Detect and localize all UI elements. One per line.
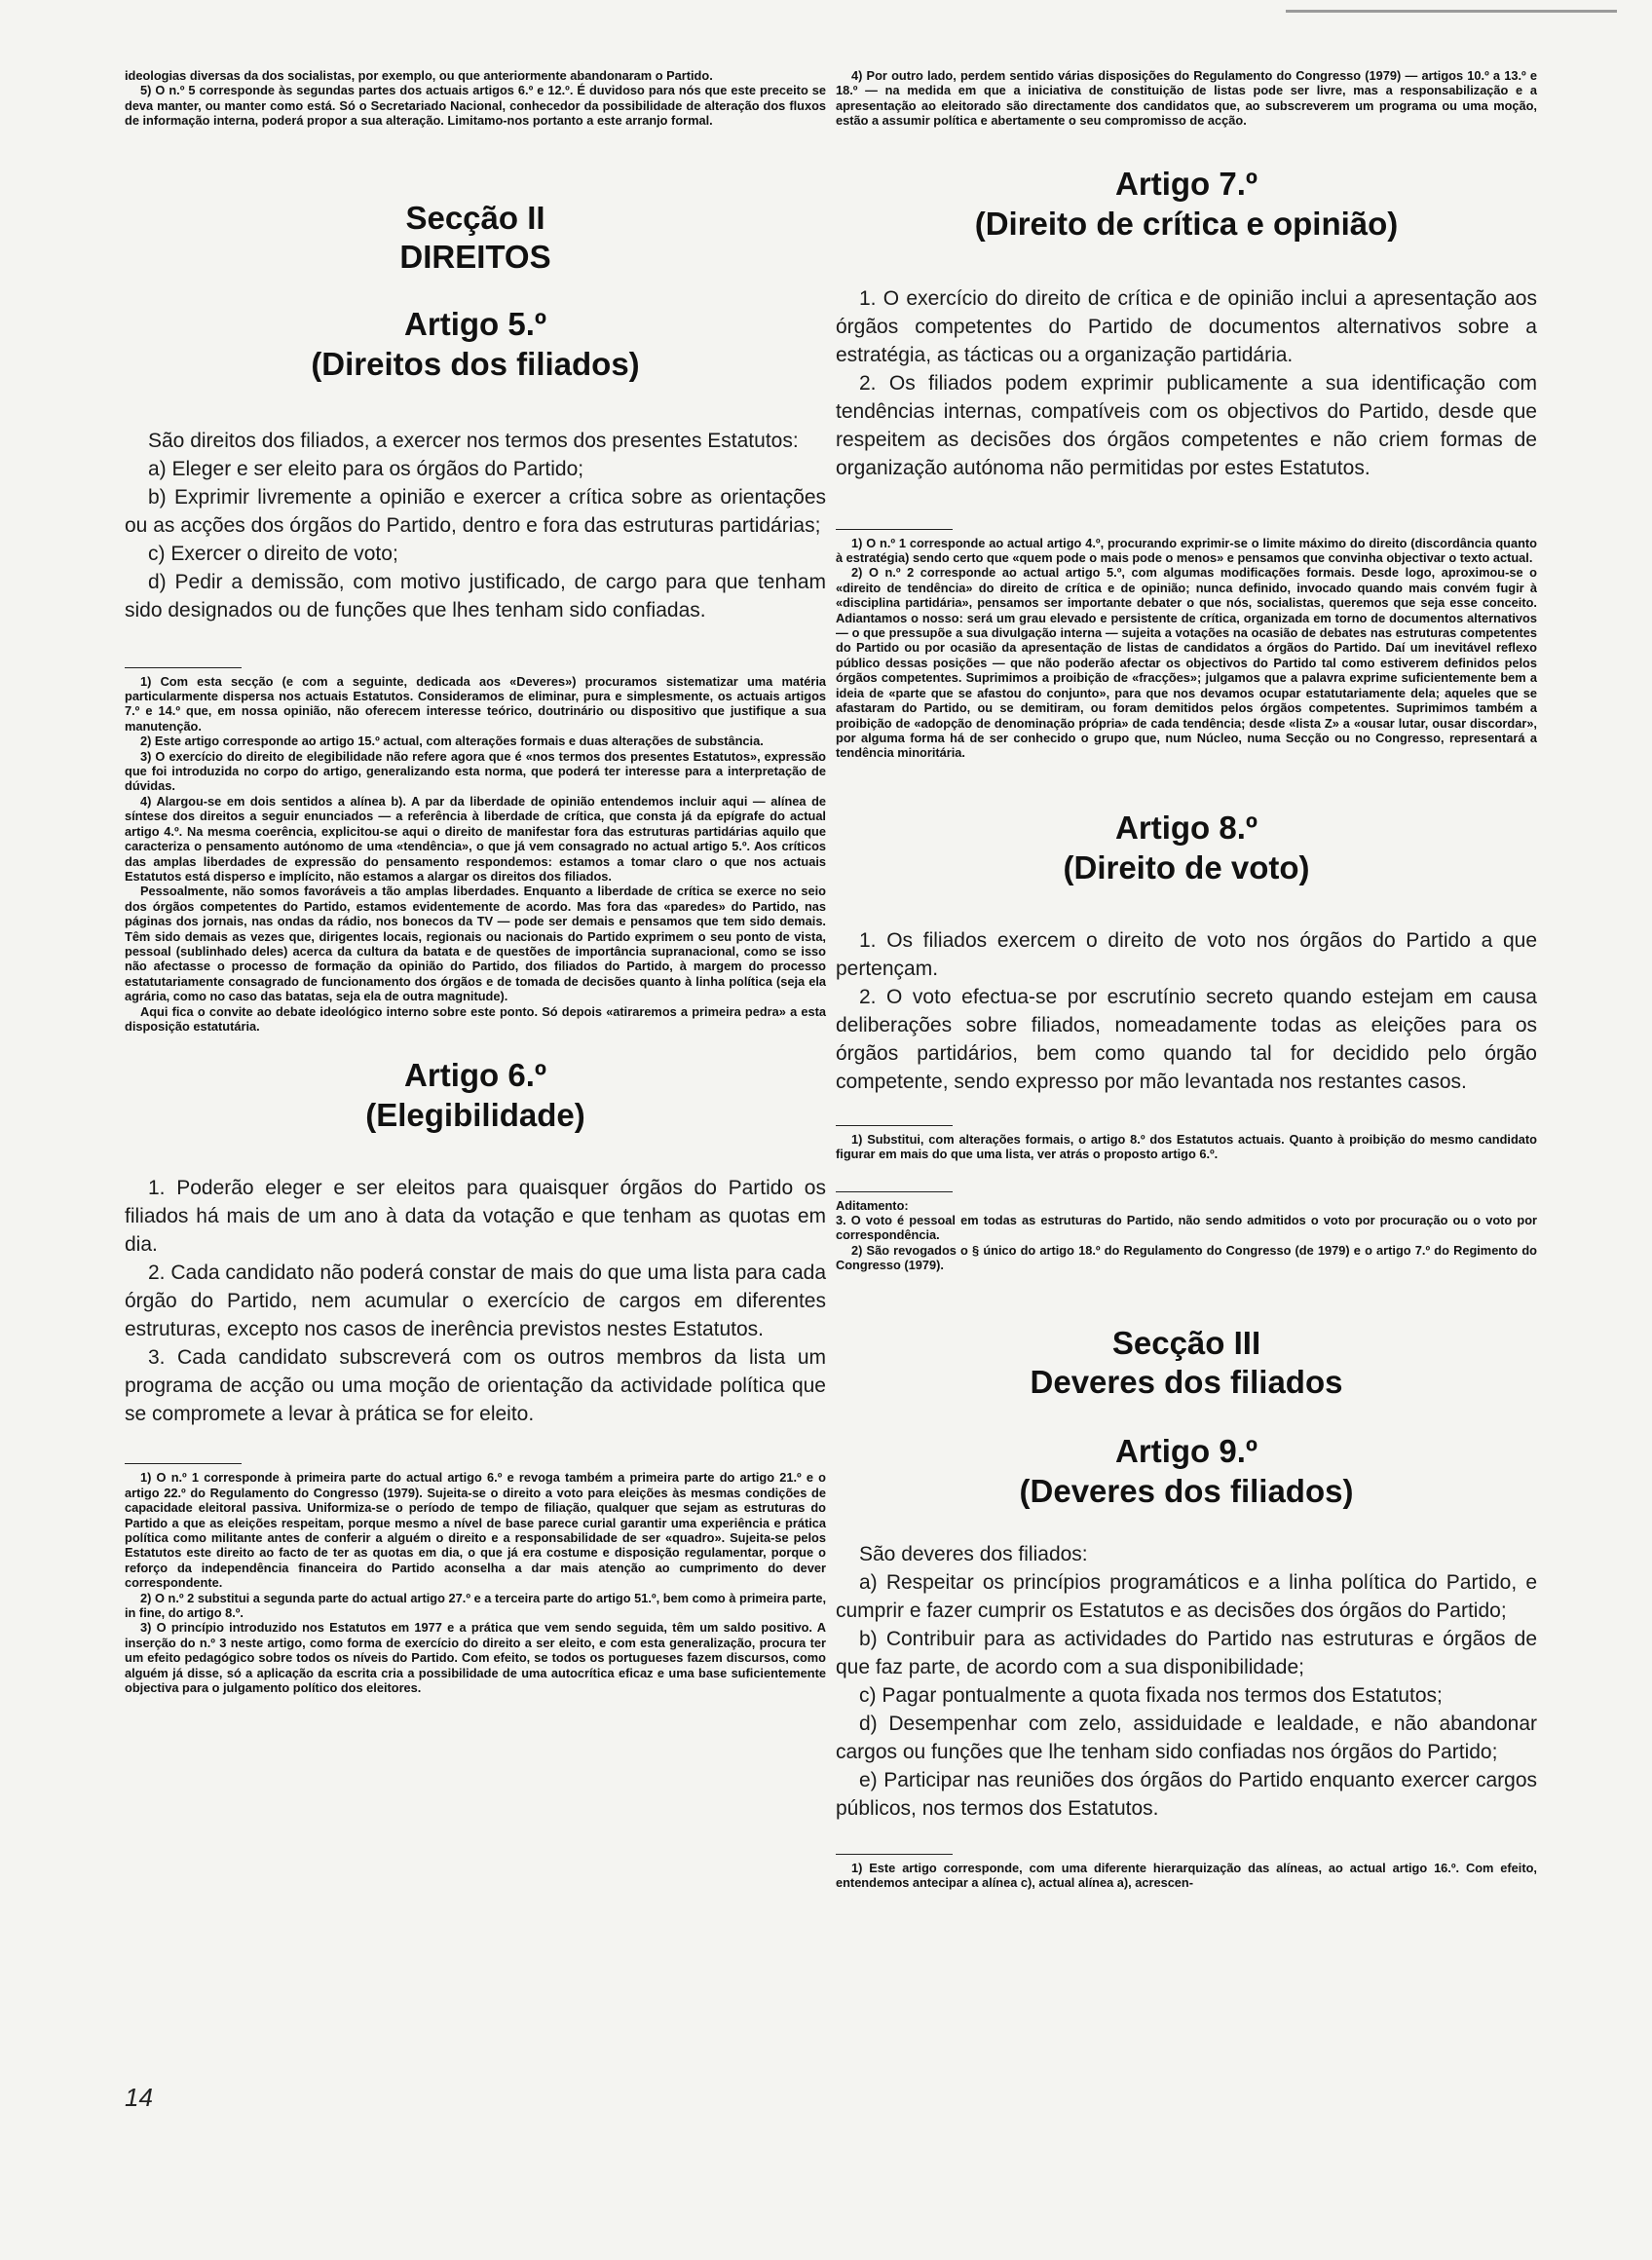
footnote: 1) Com esta secção (e com a seguinte, dedicada aos «Deveres») procuramos sistematizar uma matéria particularmente dispersa nos actuais Estatutos. Consideramos de eliminar, pura e simplesmente, os actuais artigos 7.º e 14.º que, em nossa opinião, não oferecem interesse teórico, doutrinário ou dispositivo que justifique a sua manutenção. <box>125 673 826 734</box>
article-label: Artigo 5.º <box>404 305 546 342</box>
top-footnotes-right <box>836 68 1537 129</box>
footnote: 3) O princípio introduzido nos Estatutos em 1977 e a prática que vem sendo seguida, têm um saldo positivo. A inserção do n.º 3 neste artigo, como forma de exercício do direito a ser eleito, e com esta generalização, procura ter um efeito pedagógico sobre todos os níveis do Partido. Com efeito, se todos os portugueses fazem discursos, como alguém já disse, só a aplicação da escrita cria a possibilidade de uma autocrítica eficaz e uma base suficientemente objectiva para o julgamento político dos eleitores. <box>125 1620 826 1696</box>
paragraph: d) Pedir a demissão, com motivo justificado, de cargo para que tenham sido designados ou de funções que lhes tenham sido confiadas. <box>125 570 826 622</box>
paragraph: a) Eleger e ser eleito para os órgãos do Partido; <box>148 457 584 480</box>
paragraph: 3. Cada candidato subscreverá com os outros membros da lista um programa de acção ou uma moção de orientação da actividade política que se compromete a levar à prática se for eleito. <box>125 1346 826 1426</box>
footnote: 1) O n.º 1 corresponde ao actual artigo 4.º, procurando exprimir-se o limite máximo do direito (discordância quanto à estratégia) sendo certo que «quem pode o mais pode o menos» e pensamos que convinha objectivar o texto actual. <box>836 535 1537 566</box>
section-title: Deveres dos filiados <box>1030 1363 1343 1400</box>
footnote: 2) Este artigo corresponde ao artigo 15.º actual, com alterações formais e duas alterações de substância. <box>140 734 764 749</box>
paragraph: e) Participar nas reuniões dos órgãos do Partido enquanto exercer cargos públicos, nos termos dos Estatutos. <box>836 1768 1537 1820</box>
article-title: (Elegibilidade) <box>365 1097 585 1134</box>
paragraph: a) Respeitar os princípios programáticos e a linha política do Partido, e cumprir e fazer cumprir os Estatutos e as decisões dos órgãos do Partido; <box>836 1570 1537 1622</box>
footnote: 4) Por outro lado, perdem sentido várias disposições do Regulamento do Congresso (1979) — artigos 10.º a 13.º e 18.º — na medida em que a iniciativa de constituição de listas pode ser livre, mas a responsabilização e a apresentação ao eleitorado são directamente dos candidatos que, ao subscreverem um programa ou uma moção, estão a assumir política e abertamente o seu compromisso de acção. <box>836 68 1537 129</box>
footnote: ideologias diversas da dos socialistas, por exemplo, ou que anteriormente abandonaram o Partido. <box>125 68 713 83</box>
article-8-footnotes <box>836 1132 1537 1162</box>
footnote-rule <box>836 1125 953 1126</box>
footnote: 1) Este artigo corresponde, com uma diferente hierarquização das alíneas, ao actual artigo 16.º. Com efeito, entendemos antecipar a alínea c), actual alínea a), acrescen- <box>836 1860 1537 1890</box>
article-label: Artigo 9.º <box>1115 1432 1258 1469</box>
footnote-rule <box>125 1463 242 1464</box>
footnote: 3) O exercício do direito de elegibilidade não refere agora que é «nos termos dos presentes Estatutos», expressão que foi introduzida no corpo do artigo, generalizando esta norma, que poderá ter interesse para a interpretação de dúvidas. <box>125 748 826 794</box>
footnote: 2) O n.º 2 substitui a segunda parte do actual artigo 27.º e a terceira parte do artigo 51.º, bem como à primeira parte, in fine, do artigo 8.º. <box>125 1590 826 1621</box>
paragraph: 1. O exercício do direito de crítica e de opinião inclui a apresentação aos órgãos competentes do Partido de documentos alternativos sobre a estratégia, as tácticas ou a organização partidária. <box>836 286 1537 366</box>
paragraph: 1. Poderão eleger e ser eleitos para quaisquer órgãos do Partido os filiados há mais de um ano à data da votação e que tenham as quotas em dia. <box>125 1177 826 1257</box>
article-label: Artigo 6.º <box>404 1057 546 1094</box>
article-9-body <box>836 1540 1537 1823</box>
footnote-rule <box>836 1191 953 1192</box>
paragraph: 2. O voto efectua-se por escrutínio secreto quando estejam em causa deliberações sobre filiados, nomeadamente todas as eleições para os órgãos partidários, bem como quando tal for decidido pelo órgão competente, sendo expresso por mão levantada nos restantes casos. <box>836 985 1537 1093</box>
paragraph: São direitos dos filiados, a exercer nos termos dos presentes Estatutos: <box>148 429 799 452</box>
article-title: (Direito de crítica e opinião) <box>974 205 1399 242</box>
paragraph: 2. Cada candidato não poderá constar de mais do que uma lista para cada órgão do Partido, nem acumular o exercício de cargos em diferentes estruturas, excepto nos casos de inerência previstos nestes Estatutos. <box>125 1262 826 1341</box>
article-7-body <box>836 284 1537 482</box>
right-column <box>836 68 1537 1890</box>
article-7-footnotes <box>836 536 1537 761</box>
paragraph: 2. Os filiados podem exprimir publicamente a sua identificação com tendências internas, compatíveis com os objectivos do Partido, desde que respeitem as decisões dos órgãos competentes e não criem formas de organização autónoma não permitidas por estes Estatutos. <box>836 371 1537 479</box>
footnote-rule <box>836 529 953 530</box>
article-label: Artigo 8.º <box>1115 809 1258 846</box>
article-5-footnotes <box>125 674 826 1035</box>
article-6-footnotes <box>125 1470 826 1695</box>
paragraph: d) Desempenhar com zelo, assiduidade e lealdade, e não abandonar cargos ou funções que lhe tenham sido confiadas nos órgãos do Partido; <box>836 1712 1537 1763</box>
scan-edge-line <box>1286 10 1617 13</box>
aditamento-footnotes <box>836 1198 1537 1273</box>
footnote: 4) Alargou-se em dois sentidos a alínea b). A par da liberdade de opinião entendemos incluir aqui — alínea de síntese dos direitos a seguir enunciados — a referência à liberdade de crítica, que consta já da epígrafe do actual artigo 4.º. Na mesma coerência, explicitou-se aqui o direito de manifestar fora das estruturas partidárias aquilo que caracteriza o pensamento autónomo de uma «tendência», o que já vem consagrado no actual artigo 5.º. Aos críticos das amplas liberdades de expressão do pensamento respondemos: estamos a tomar claro o que nos actuais Estatutos está disperso e implícito, não estamos a alargar os direitos dos filiados. <box>125 793 826 884</box>
page-number: 14 <box>125 2083 153 2112</box>
article-title: (Deveres dos filiados) <box>1019 1472 1354 1509</box>
aditamento-label: Aditamento: <box>836 1197 909 1213</box>
footnote: 3. O voto é pessoal em todas as estruturas do Partido, não sendo admitidos o voto por procuração ou o voto por correspondência. <box>836 1212 1537 1243</box>
footnote-rule <box>125 667 242 668</box>
article-label: Artigo 7.º <box>1115 165 1258 202</box>
paragraph: 1. Os filiados exercem o direito de voto nos órgãos do Partido a que pertençam. <box>836 928 1537 980</box>
paragraph: São deveres dos filiados: <box>859 1542 1088 1565</box>
article-title: (Direito de voto) <box>1063 848 1310 885</box>
article-8-body <box>836 926 1537 1096</box>
paragraph: c) Pagar pontualmente a quota fixada nos termos dos Estatutos; <box>859 1683 1443 1707</box>
article-5-body <box>125 427 826 624</box>
article-9-footnotes <box>836 1861 1537 1891</box>
footnote: Aqui fica o convite ao debate ideológico interno sobre este ponto. Só depois «atiraremos a primeira pedra» a esta disposição estatutária. <box>125 1003 826 1034</box>
left-column <box>125 68 826 1695</box>
footnote: 2) O n.º 2 corresponde ao actual artigo 5.º, com algumas modificações formais. Desde logo, aproximou-se o «direito de tendência» do direito de crítica e de opinião; nunca definido, invocado quando mais convém fugir à «disciplina partidária», pensamos ser importante debater o que nós, socialistas, queremos que seja esse conceito. Adiantamos o nosso: será um grau elevado e persistente de crítica, organizada em torno de documentos alternativos — o que pressupõe a sua divulgação interna — sujeita a votações na ocasião de debates nas estruturas competentes do Partido ou por ocasião da apresentação de listas de candidatos a órgãos do Partido. Daí um inevitável reflexo público dessas posições — que não poderão afectar os objectivos do Partido tal como estiverem definidos pelos órgãos competentes. Suprimimos a proibição de «fracções»; julgamos que a palavra exprime suficientemente bem a ideia de «parte que se afastou do conjunto», para que nos devamos ocupar estatutariamente dela; aqueles que se afastaram do Partido, ou se demitiram, ou foram demitidos pelos órgãos competentes. Suprimimos também a proibição de «adopção de denominação própria» de cada tendência; desde «lista Z» a «ousar lutar, ousar discordar», por alguma forma há de ser conhecido o grupo que, num Núcleo, numa Secção ou no Congresso, representará a tendência minoritária. <box>836 565 1537 761</box>
footnote: 5) O n.º 5 corresponde às segundas partes dos actuais artigos 6.º e 12.º. É duvidoso para nós que este preceito se deva manter, ou manter como está. Só o Secretariado Nacional, conhecedor da possibilidade de alteração dos fluxos de informação interna, poderá propor a sua alteração. Limitamo-nos portanto a este arranjo formal. <box>125 83 826 129</box>
section-label: Secção III <box>1111 1324 1261 1361</box>
section-title: DIREITOS <box>399 238 551 275</box>
footnote: 2) São revogados o § único do artigo 18.º do Regulamento do Congresso (de 1979) e o artigo 7.º do Regimento do Congresso (1979). <box>836 1242 1537 1273</box>
paragraph: b) Contribuir para as actividades do Partido nas estruturas e órgãos de que faz parte, de acordo com a sua disponibilidade; <box>836 1627 1537 1678</box>
paragraph: b) Exprimir livremente a opinião e exercer a crítica sobre as orientações ou as acções dos órgãos do Partido, dentro e fora das estruturas partidárias; <box>125 485 826 537</box>
article-title: (Direitos dos filiados) <box>311 345 640 382</box>
paragraph: c) Exercer o direito de voto; <box>148 542 398 565</box>
footnote-rule <box>836 1854 953 1855</box>
top-footnotes-left <box>125 68 826 129</box>
section-label: Secção II <box>405 199 545 236</box>
footnote: 1) O n.º 1 corresponde à primeira parte do actual artigo 6.º e revoga também a primeira parte do artigo 21.º e o artigo 22.º do Regulamento do Congresso (1979). Sujeita-se o direito a voto para eleições às mesmas condições de capacidade eleitoral passiva. Uniformiza-se o período de tempo de filiação, qualquer que sejam as estruturas do Partido a que as eleições respeitam, porque mesmo a nível de base parece curial garantir uma experiência e prática política como militante antes de conferir a alguém o direito e a responsabilidade de ser «quadro». Sujeita-se pelos Estatutos este direito ao facto de ter as quotas em dia, o que já era costume e disposição regulamentar, porque o reforço da independência financeira do Partido aconselha a dar mais atenção ao cumprimento do dever correspondente. <box>125 1470 826 1591</box>
footnote: Pessoalmente, não somos favoráveis a tão amplas liberdades. Enquanto a liberdade de crítica se exerce no seio dos órgãos competentes do Partido, estamos evidentemente de acordo. Mas fora das «paredes» do Partido, nas páginas dos jornais, nas ondas da rádio, nos bonecos da TV — pode ser demais e pensamos que tem sido demais. Têm sido demais as vezes que, dirigentes locais, regionais ou nacionais do Partido exprimem o seu ponto de vista, pessoal (sublinhado deles) acerca da cultura da batata e de questões de importância supranacional, como se isso não afectasse o processo de formação da opinião do Partido, dos filiados do Partido, à margem do processo estatutariamente consagrado de funcionamento dos órgãos e de tomada de decisões quanto à linha política (seja ela agrária, como no caso das batatas, seja ela de outra magnitude). <box>125 884 826 1004</box>
footnote: 1) Substitui, com alterações formais, o artigo 8.º dos Estatutos actuais. Quanto à proibição do mesmo candidato figurar em mais do que uma lista, ver atrás o proposto artigo 6.º. <box>836 1131 1537 1162</box>
article-6-body <box>125 1174 826 1428</box>
